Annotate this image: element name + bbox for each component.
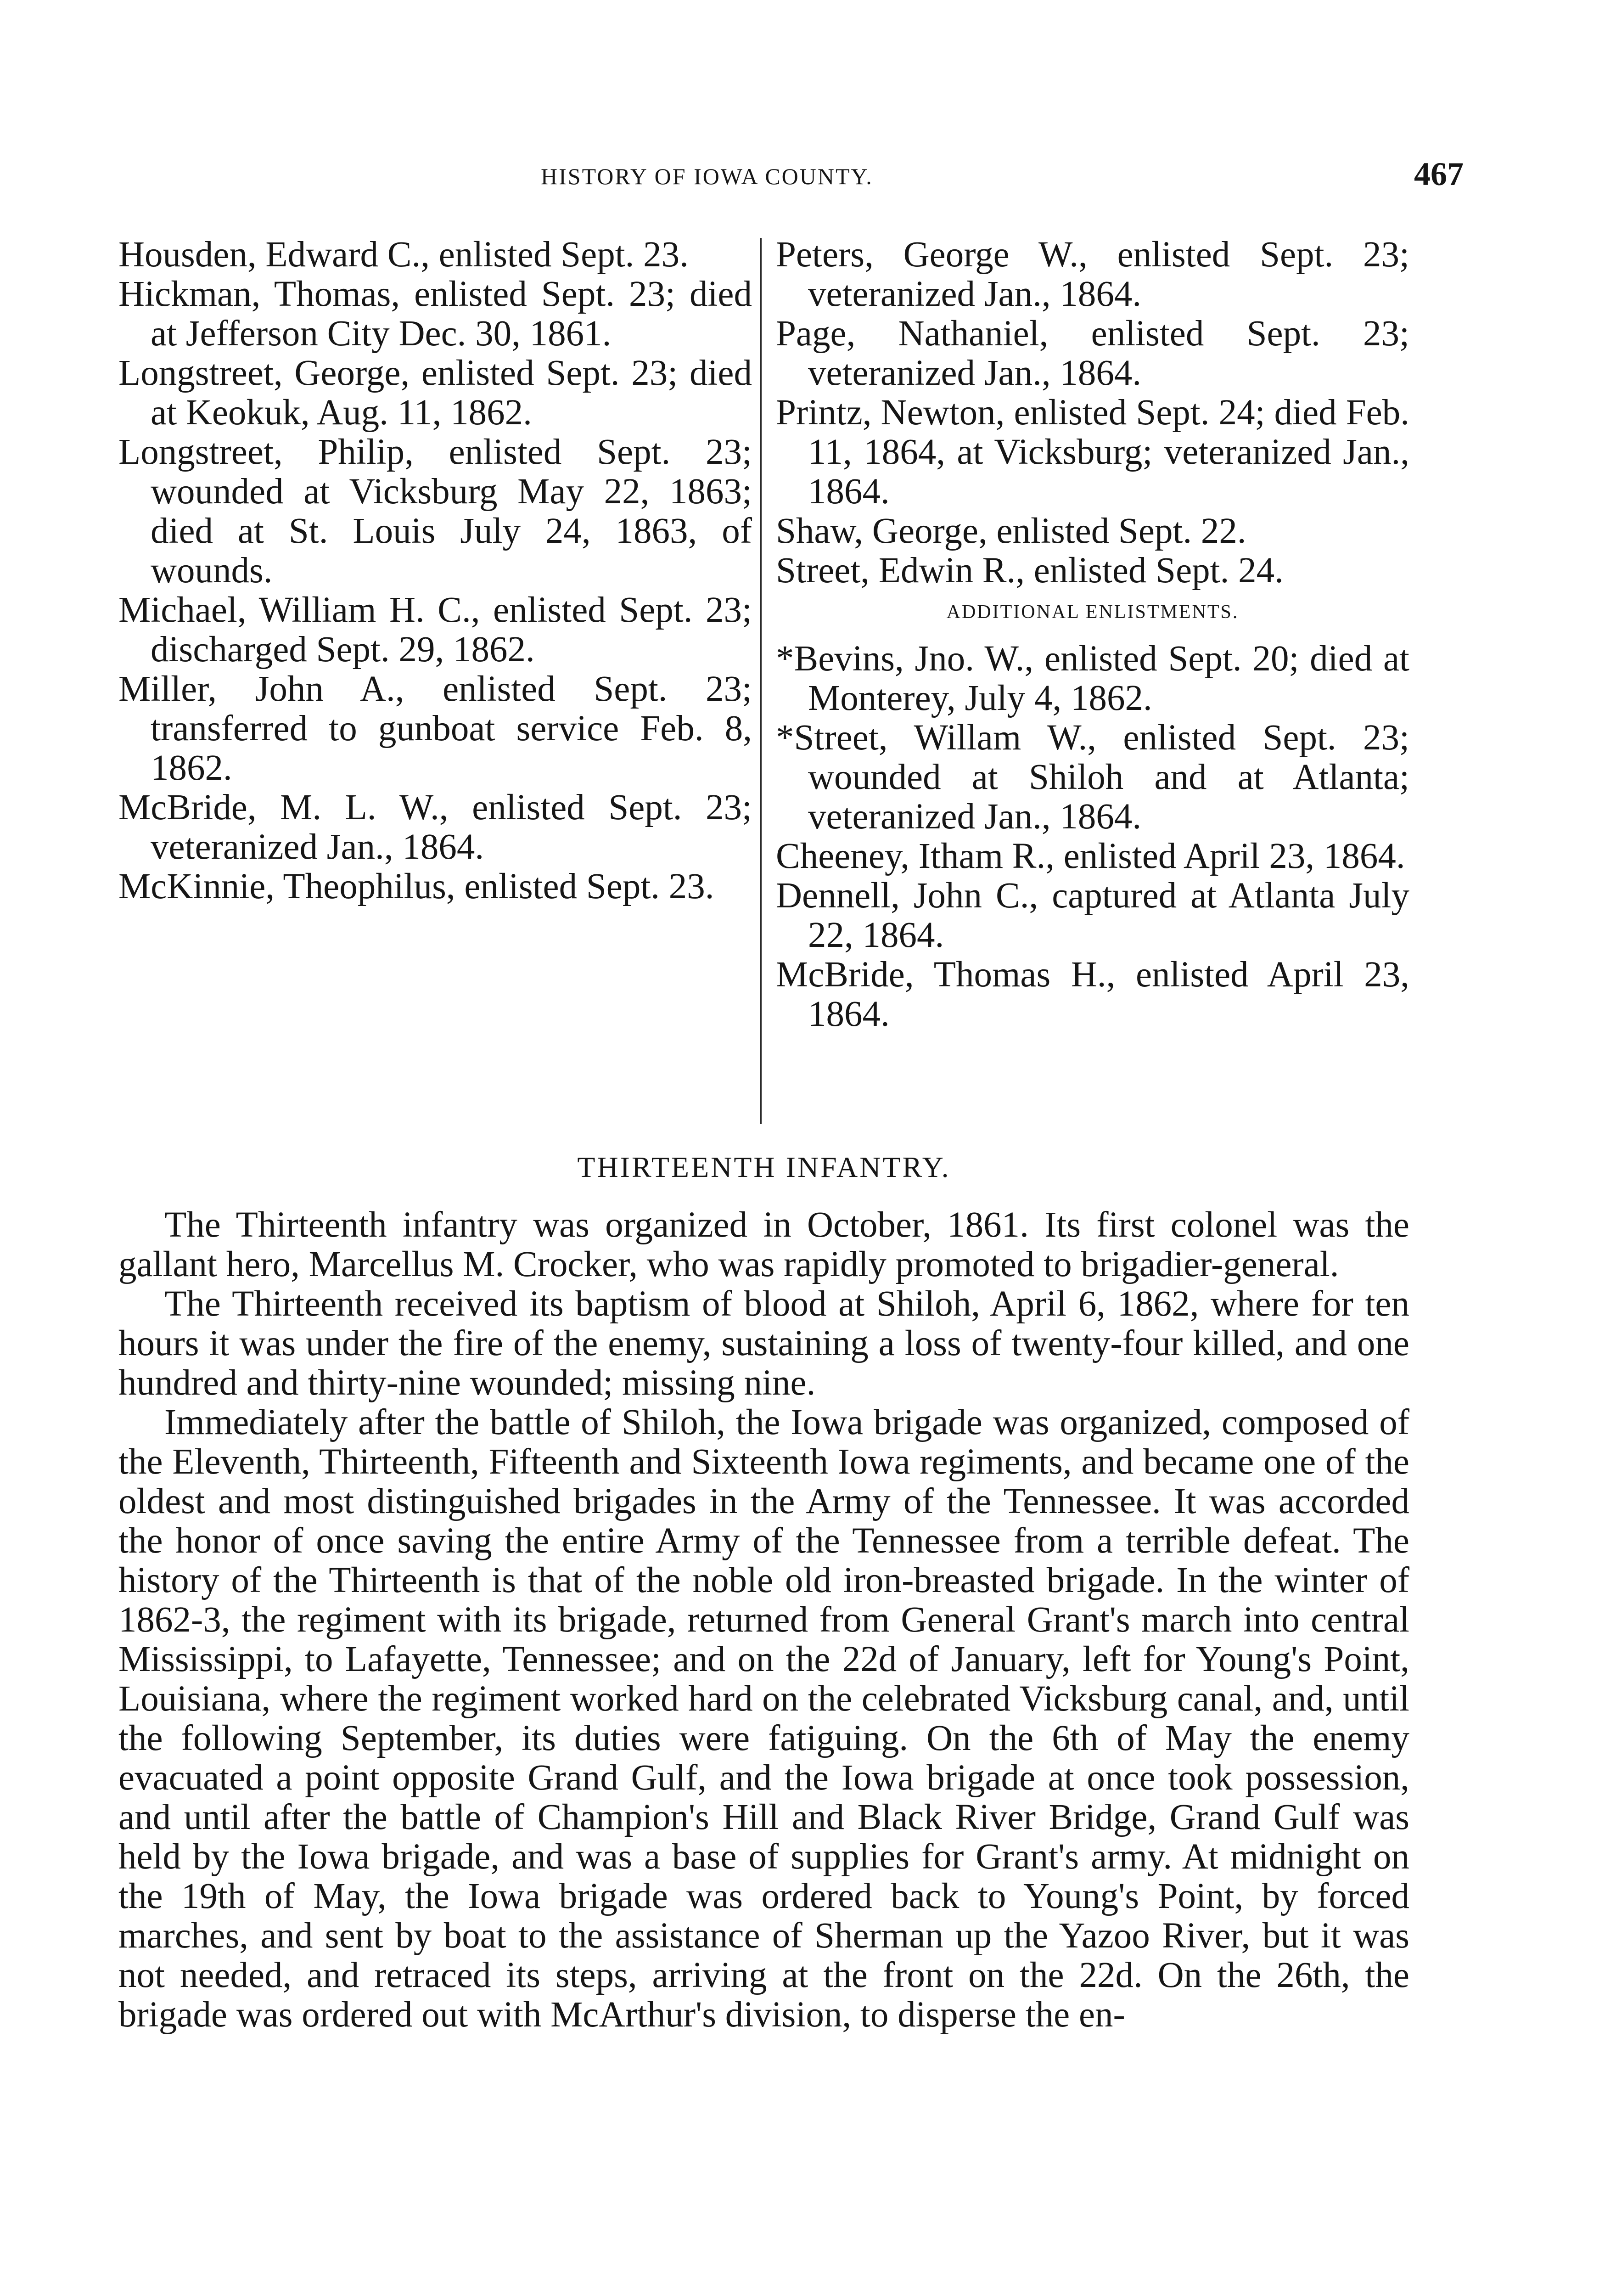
roster-entry: McBride, Thomas H., enlisted April 23, 1864. bbox=[776, 955, 1409, 1034]
roster-entry: Hickman, Thomas, enlisted Sept. 23; died at Jefferson City Dec. 30, 1861. bbox=[118, 274, 752, 354]
section-body bbox=[118, 1205, 1409, 2035]
roster-entry: Printz, Newton, enlisted Sept. 24; died Feb. 11, 1864, at Vicksburg; veteranized Jan., 1864. bbox=[776, 393, 1409, 512]
column-divider bbox=[760, 238, 762, 1124]
roster-entry: McKinnie, Theophilus, enlisted Sept. 23. bbox=[118, 867, 714, 906]
page-number: 467 bbox=[1414, 156, 1464, 192]
roster-entry: Page, Nathaniel, enlisted Sept. 23; veteranized Jan., 1864. bbox=[776, 314, 1409, 393]
left-roster-column bbox=[118, 235, 752, 906]
roster-entry: Dennell, John C., captured at Atlanta July 22, 1864. bbox=[776, 876, 1409, 955]
additional-enlistments-heading: ADDITIONAL ENLISTMENTS. bbox=[946, 602, 1239, 623]
running-title: HISTORY OF IOWA COUNTY. bbox=[541, 163, 873, 189]
roster-entry: Shaw, George, enlisted Sept. 22. bbox=[776, 511, 1246, 551]
body-paragraph: Immediately after the battle of Shiloh, the Iowa brigade was organized, composed of the Eleventh, Thirteenth, Fifteenth and Sixteenth Iowa regiments, and became one of the oldest and most distinguished brigades in the Army of the Tennessee. It was accorded the honor of once saving the entire Army of the Tennessee from a terrible defeat. The history of the Thirteenth is that of the noble old iron-breasted brigade. In the winter of 1862-3, the regiment with its brigade, returned from General Grant's march into central Mississippi, to Lafayette, Tennessee; and on the 22d of January, left for Young's Point, Louisiana, where the regiment worked hard on the celebrated Vicksburg canal, and, until the following September, its duties were fatiguing. On the 6th of May the enemy evacuated a point opposite Grand Gulf, and the Iowa brigade at once took possession, and until after the battle of Champion's Hill and Black River Bridge, Grand Gulf was held by the Iowa brigade, and was a base of supplies for Grant's army. At midnight on the 19th of May, the Iowa brigade was ordered back to Young's Point, by forced marches, and sent by boat to the assistance of Sherman up the Yazoo River, but it was not needed, and retraced its steps, arriving at the front on the 22d. On the 26th, the brigade was ordered out with McArthur's division, to disperse the en- bbox=[118, 1402, 1409, 2035]
body-paragraph: The Thirteenth received its baptism of blood at Shiloh, April 6, 1862, where for ten hours it was under the fire of the enemy, sustaining a loss of twenty-four killed, and one hundred and thirty-nine wounded; missing nine. bbox=[118, 1284, 1409, 1403]
right-roster-column bbox=[776, 235, 1409, 1034]
section-title: THIRTEENTH INFANTRY. bbox=[577, 1151, 951, 1183]
roster-entry: *Bevins, Jno. W., enlisted Sept. 20; died at Monterey, July 4, 1862. bbox=[776, 639, 1409, 718]
roster-entry: Longstreet, Philip, enlisted Sept. 23; wounded at Vicksburg May 22, 1863; died at St. Louis July 24, 1863, of wounds. bbox=[118, 432, 752, 591]
roster-entry: McBride, M. L. W., enlisted Sept. 23; veteranized Jan., 1864. bbox=[118, 788, 752, 867]
roster-entry: Longstreet, George, enlisted Sept. 23; died at Keokuk, Aug. 11, 1862. bbox=[118, 353, 752, 433]
body-paragraph: The Thirteenth infantry was organized in October, 1861. Its first colonel was the gallant hero, Marcellus M. Crocker, who was rapidly promoted to brigadier-general. bbox=[118, 1205, 1409, 1284]
roster-entry: Michael, William H. C., enlisted Sept. 23; discharged Sept. 29, 1862. bbox=[118, 590, 752, 670]
roster-entry: Miller, John A., enlisted Sept. 23; transferred to gunboat service Feb. 8, 1862. bbox=[118, 669, 752, 788]
roster-entry: Peters, George W., enlisted Sept. 23; veteranized Jan., 1864. bbox=[776, 235, 1409, 314]
roster-entry: Street, Edwin R., enlisted Sept. 24. bbox=[776, 551, 1284, 591]
roster-entry: Cheeney, Itham R., enlisted April 23, 1864. bbox=[776, 836, 1405, 876]
roster-entry: *Street, Willam W., enlisted Sept. 23; wounded at Shiloh and at Atlanta; veteranized Jan., 1864. bbox=[776, 718, 1409, 837]
roster-entry: Housden, Edward C., enlisted Sept. 23. bbox=[118, 235, 689, 275]
